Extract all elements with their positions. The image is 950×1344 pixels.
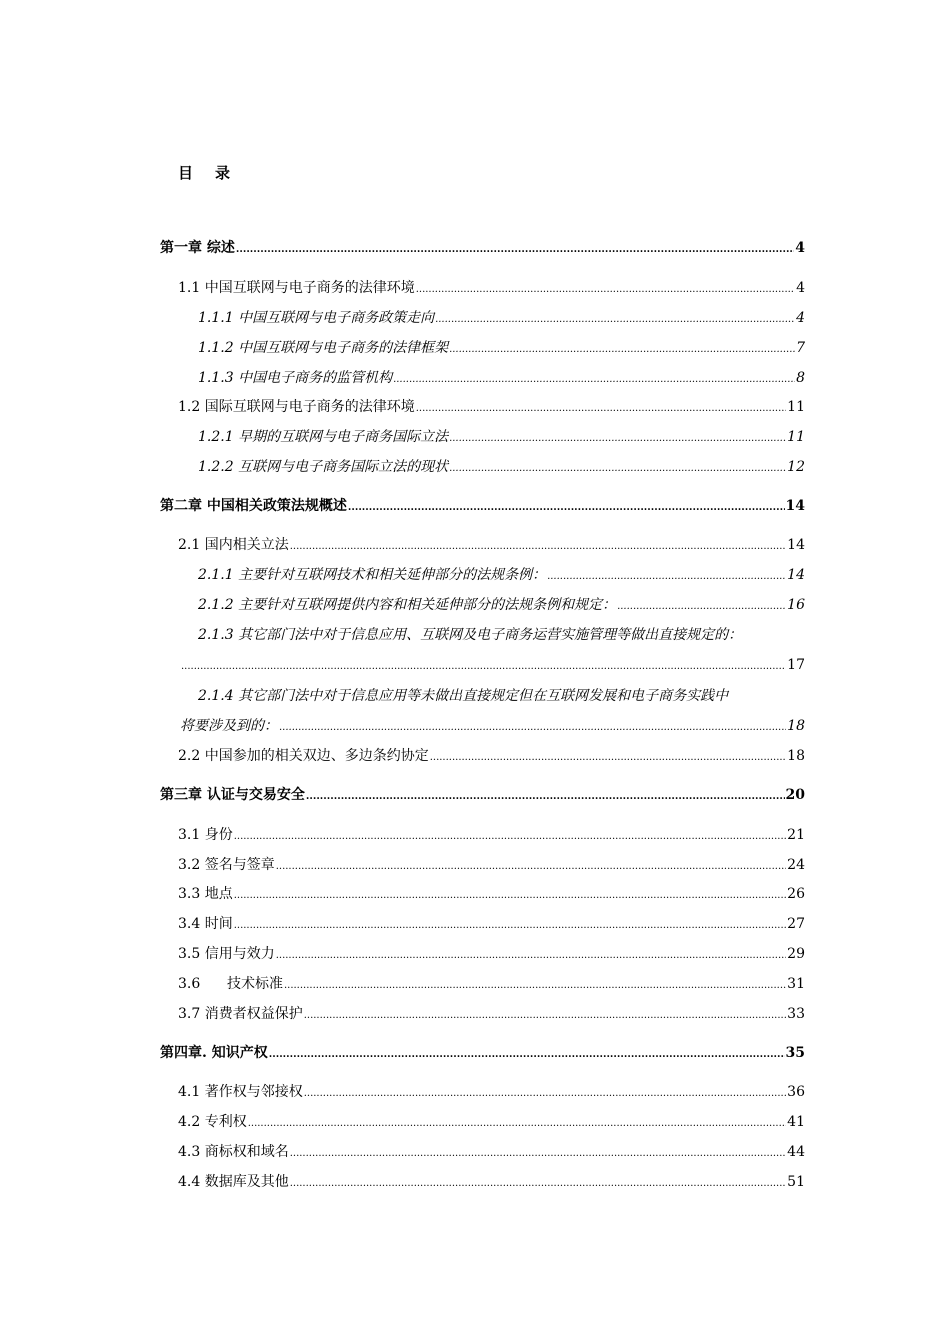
toc-entry-2-1-3[interactable] (198, 625, 805, 645)
toc-entry-page: 31 (787, 976, 805, 992)
toc-entry-label: 4.2 专利权 (178, 1114, 247, 1130)
toc-entry-chapter-2[interactable] (160, 496, 805, 516)
toc-entry-label: 2.1.2 主要针对互联网提供内容和相关延伸部分的法规条例和规定： (198, 597, 617, 613)
toc-entry-3-7[interactable] (178, 1004, 805, 1024)
toc-entry-page: 35 (785, 1045, 805, 1061)
toc-entry-3-5[interactable] (178, 944, 805, 964)
toc-entry-1-1-3[interactable] (198, 368, 805, 388)
toc-entry-4-1[interactable] (178, 1082, 805, 1102)
toc-entry-chapter-3[interactable] (160, 785, 805, 805)
toc-entry-page: 33 (787, 1006, 805, 1022)
toc-entry-page: 41 (787, 1114, 805, 1130)
toc-entry-page: 20 (785, 787, 805, 803)
toc-entry-2-1-3-cont[interactable] (180, 655, 805, 675)
toc-entry-4-2[interactable] (178, 1112, 805, 1132)
toc-entry-label: 4.3 商标权和域名 (178, 1144, 289, 1160)
toc-entry-page: 44 (787, 1144, 805, 1160)
toc-entry-label: 2.1.4 其它部门法中对于信息应用等未做出直接规定但在互联网发展和电子商务实践中 (198, 688, 729, 704)
toc-entry-page: 18 (787, 718, 805, 734)
toc-entry-label: 3.3 地点 (178, 886, 233, 902)
toc-entry-3-2[interactable] (178, 855, 805, 875)
toc-entry-page: 14 (787, 537, 805, 553)
toc-entry-page: 51 (787, 1174, 805, 1190)
toc-entry-4-3[interactable] (178, 1142, 805, 1162)
toc-entry-page: 36 (787, 1084, 805, 1100)
toc-entry-page: 4 (796, 310, 805, 326)
toc-entry-page: 21 (787, 827, 805, 843)
toc-entry-page: 7 (796, 340, 805, 356)
toc-entry-2-1-1[interactable] (198, 565, 805, 585)
toc-entry-page: 12 (787, 459, 805, 475)
toc-entry-page: 16 (787, 597, 805, 613)
toc-entry-label: 3.7 消费者权益保护 (178, 1006, 303, 1022)
toc-title (178, 162, 230, 183)
toc-entry-label: 3.4 时间 (178, 916, 233, 932)
toc-entry-page: 18 (787, 748, 805, 764)
toc-entry-label: 3.5 信用与效力 (178, 946, 275, 962)
toc-entry-2-1-2[interactable] (198, 595, 805, 615)
toc-entry-chapter-1[interactable] (160, 238, 805, 258)
toc-entry-label: 1.1.1 中国互联网与电子商务政策走向 (198, 310, 435, 326)
toc-entry-label: 1.2.1 早期的互联网与电子商务国际立法 (198, 429, 449, 445)
toc-entry-label: 2.1 国内相关立法 (178, 537, 289, 553)
toc-entry-page: 4 (795, 240, 805, 256)
toc-entry-1-2-2[interactable] (198, 457, 805, 477)
toc-entry-1-1-1[interactable] (198, 308, 805, 328)
toc-entry-2-1[interactable] (178, 535, 805, 555)
toc-entry-page: 4 (796, 280, 805, 296)
toc-entry-4-4[interactable] (178, 1172, 805, 1192)
toc-entry-label: 3.6 技术标准 (178, 976, 283, 992)
toc-entry-3-3[interactable] (178, 884, 805, 904)
toc-entry-page: 14 (787, 567, 805, 583)
toc-entry-page: 17 (787, 657, 805, 673)
toc-entry-page: 8 (796, 370, 805, 386)
toc-entry-2-1-4[interactable] (198, 686, 805, 706)
toc-entry-3-6[interactable] (178, 974, 805, 994)
toc-entry-page: 11 (787, 399, 805, 415)
toc-entry-label: 3.1 身份 (178, 827, 233, 843)
toc-entry-2-2[interactable] (178, 746, 805, 766)
toc-entry-label: 2.2 中国参加的相关双边、多边条约协定 (178, 748, 429, 764)
toc-entry-page: 29 (787, 946, 805, 962)
toc-entry-label: 1.2 国际互联网与电子商务的法律环境 (178, 399, 415, 415)
toc-entry-3-1[interactable] (178, 825, 805, 845)
toc-entry-label: 第二章 中国相关政策法规概述 (160, 498, 347, 514)
toc-entry-label: 3.2 签名与签章 (178, 857, 275, 873)
toc-entry-label: 4.4 数据库及其他 (178, 1174, 289, 1190)
toc-entry-label: 第一章 综述 (160, 240, 235, 256)
toc-entry-2-1-4-cont[interactable] (180, 716, 805, 736)
toc-entry-label: 4.1 著作权与邻接权 (178, 1084, 303, 1100)
toc-entry-label: 2.1.3 其它部门法中对于信息应用、互联网及电子商务运营实施管理等做出直接规定的： (198, 627, 743, 643)
toc-entry-1-2[interactable] (178, 397, 805, 417)
toc-entry-3-4[interactable] (178, 914, 805, 934)
toc-entry-1-1-2[interactable] (198, 338, 805, 358)
toc-entry-page: 26 (787, 886, 805, 902)
toc-entry-page: 27 (787, 916, 805, 932)
toc-entry-label: 2.1.1 主要针对互联网技术和相关延伸部分的法规条例： (198, 567, 547, 583)
toc-entry-1-1[interactable] (178, 278, 805, 298)
toc-title-part2: 录 (215, 164, 231, 182)
toc-entry-page: 14 (785, 498, 805, 514)
toc-entry-label: 1.2.2 互联网与电子商务国际立法的现状 (198, 459, 449, 475)
toc-entry-page: 11 (787, 429, 805, 445)
toc-title-part1: 目 (178, 164, 194, 182)
toc-entry-label: 将要涉及到的： (180, 718, 278, 734)
toc-entry-label: 第四章. 知识产权 (160, 1045, 268, 1061)
toc-entry-label: 1.1.3 中国电子商务的监管机构 (198, 370, 393, 386)
toc-entry-chapter-4[interactable] (160, 1043, 805, 1063)
toc-entry-label: 1.1 中国互联网与电子商务的法律环境 (178, 280, 415, 296)
toc-entry-page: 24 (787, 857, 805, 873)
toc-entry-label: 第三章 认证与交易安全 (160, 787, 305, 803)
toc-entry-label: 1.1.2 中国互联网与电子商务的法律框架 (198, 340, 449, 356)
toc-entry-1-2-1[interactable] (198, 427, 805, 447)
